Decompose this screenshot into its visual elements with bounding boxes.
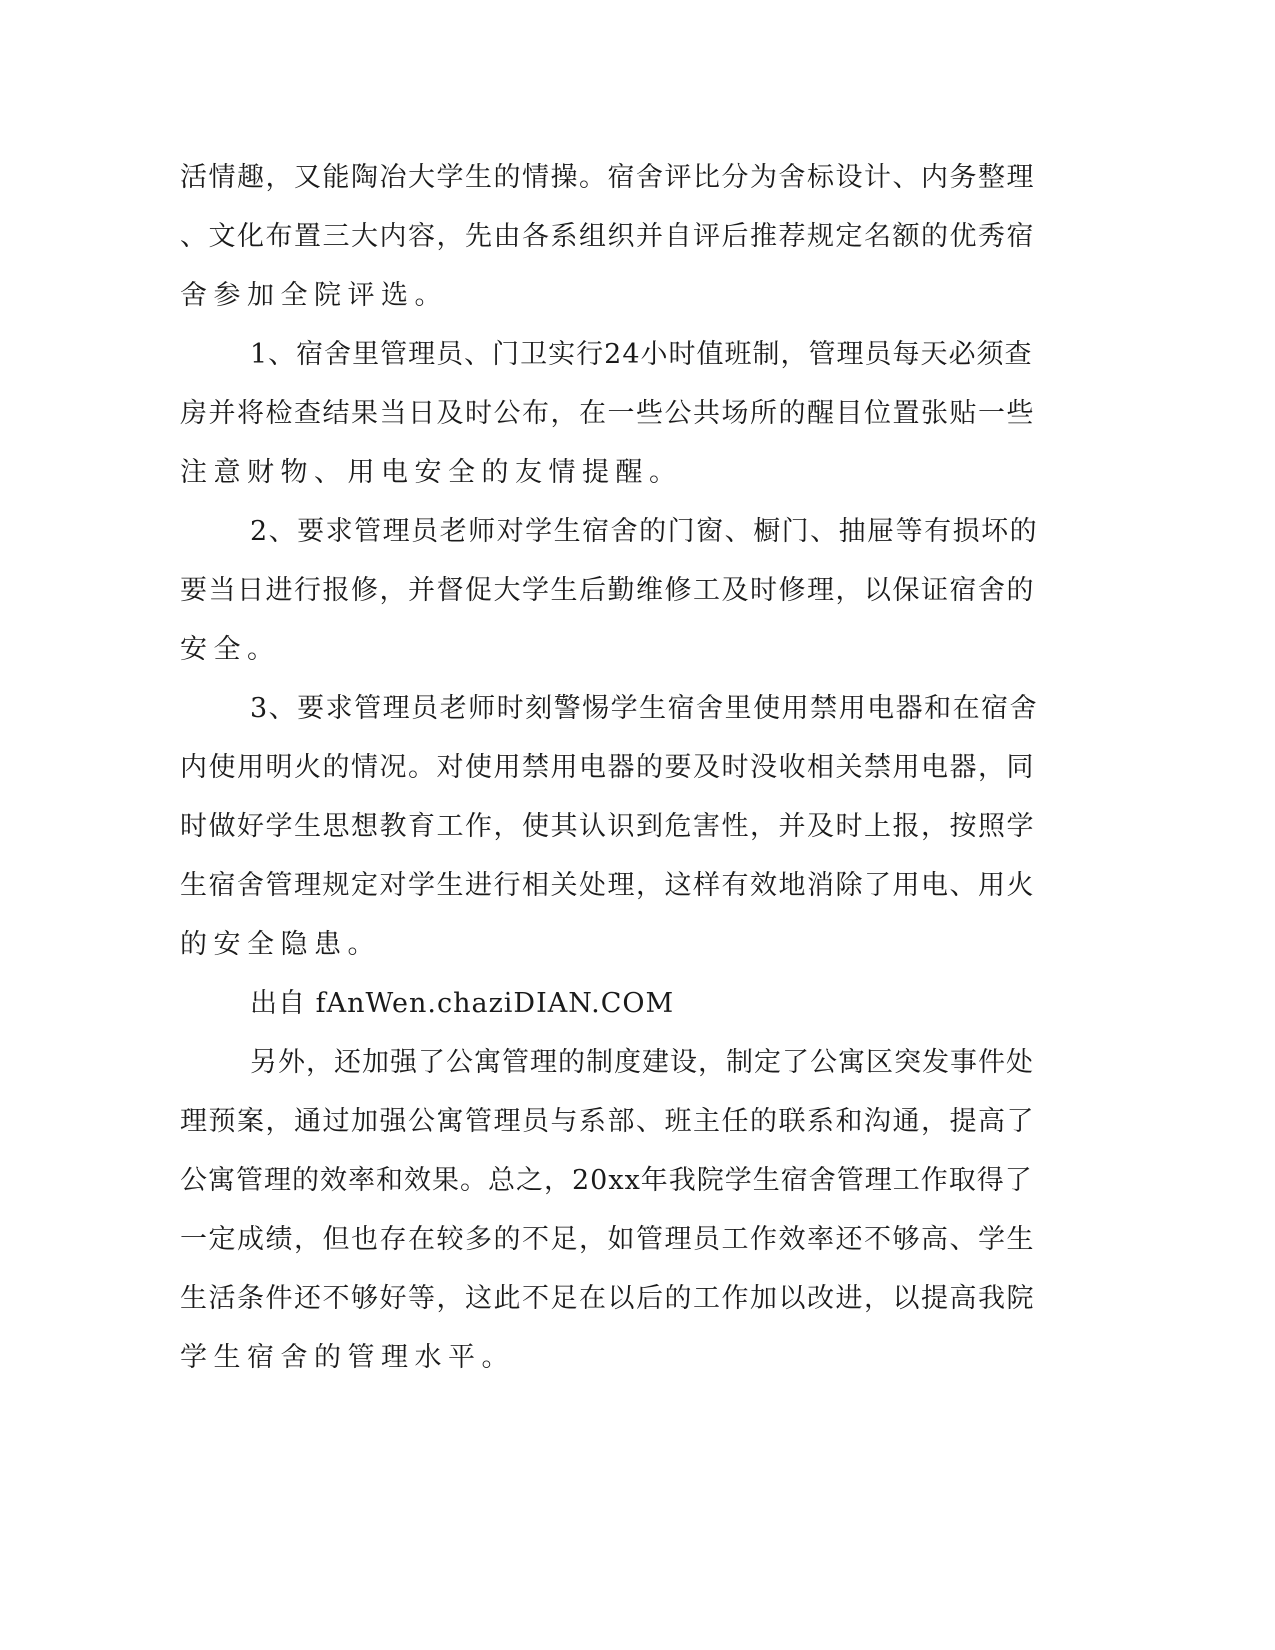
text-line: 的安全隐患。	[180, 929, 381, 960]
text-line: 安全。	[180, 634, 281, 665]
source-paragraph	[180, 974, 1030, 1033]
text-line: 活情趣，又能陶冶大学生的情操。宿舍评比分为舍标设计、内务整理	[180, 162, 1035, 193]
text-line: 另外，还加强了公寓管理的制度建设，制定了公寓区突发事件处	[250, 1047, 1034, 1078]
text-line: 注意财物、用电安全的友情提醒。	[180, 457, 683, 488]
paragraph-3	[180, 502, 1039, 679]
paragraph-6	[180, 1033, 1035, 1387]
text-line: 3、要求管理员老师时刻警惕学生宿舍里使用禁用电器和在宿舍	[250, 693, 1039, 724]
text-line: 理预案，通过加强公寓管理员与系部、班主任的联系和沟通，提高了	[180, 1106, 1035, 1137]
text-line: 、文化布置三大内容，先由各系组织并自评后推荐规定名额的优秀宿	[180, 221, 1035, 252]
source-note: 出自 fAnWen.chaziDIAN.COM	[250, 988, 675, 1019]
text-line: 一定成绩，但也存在较多的不足，如管理员工作效率还不够高、学生	[180, 1224, 1035, 1255]
text-line: 1、宿舍里管理员、门卫实行24小时值班制，管理员每天必须查	[250, 339, 1033, 370]
text-line: 舍参加全院评选。	[180, 280, 448, 311]
paragraph-4	[180, 679, 1039, 974]
text-line: 内使用明火的情况。对使用禁用电器的要及时没收相关禁用电器，同	[180, 752, 1035, 783]
text-line: 生活条件还不够好等，这此不足在以后的工作加以改进，以提高我院	[180, 1283, 1035, 1314]
text-line: 学生宿舍的管理水平。	[180, 1342, 515, 1373]
text-line: 房并将检查结果当日及时公布，在一些公共场所的醒目位置张贴一些	[180, 398, 1035, 429]
paragraph-2	[180, 325, 1035, 502]
text-line: 2、要求管理员老师对学生宿舍的门窗、橱门、抽屉等有损坏的	[250, 516, 1039, 547]
document-body	[180, 148, 1039, 1387]
text-line: 时做好学生思想教育工作，使其认识到危害性，并及时上报，按照学	[180, 811, 1035, 842]
text-line: 生宿舍管理规定对学生进行相关处理，这样有效地消除了用电、用火	[180, 870, 1035, 901]
paragraph-1	[180, 148, 1035, 325]
text-line: 要当日进行报修，并督促大学生后勤维修工及时修理，以保证宿舍的	[180, 575, 1035, 606]
text-line: 公寓管理的效率和效果。总之，20xx年我院学生宿舍管理工作取得了	[180, 1165, 1033, 1196]
